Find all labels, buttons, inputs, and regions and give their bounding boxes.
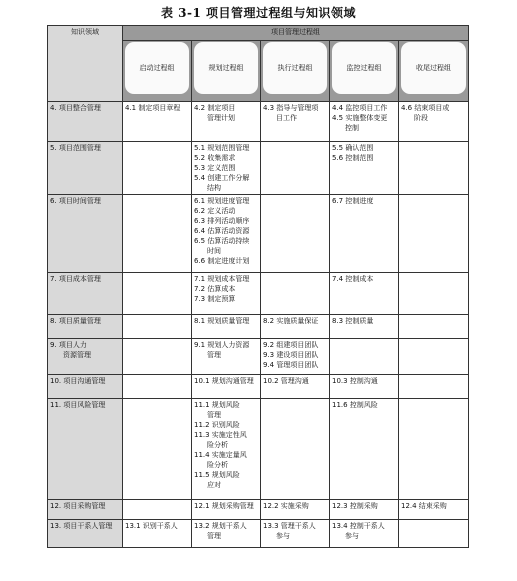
process-cell (192, 273, 261, 315)
process-line: 4.6 结束项目或 (401, 104, 450, 112)
process-line-continued: 目工作 (276, 114, 297, 122)
process-cell (123, 142, 192, 195)
process-cell (192, 142, 261, 195)
process-cell (192, 339, 261, 375)
process-groups-header: 项目管理过程组 (123, 26, 469, 41)
process-cell (399, 195, 469, 273)
process-line: 11.6 控制风险 (332, 401, 378, 409)
process-line: 9.4 管理项目团队 (263, 361, 319, 369)
process-line: 10.1 规划沟通管理 (194, 377, 254, 385)
knowledge-area-label: 10. 项目沟通管理 (50, 377, 106, 385)
table-row (48, 273, 469, 315)
process-line: 6.6 制定进度计划 (194, 257, 250, 265)
table-row (48, 142, 469, 195)
group-header-executing: 执行过程组 (263, 42, 327, 94)
knowledge-area-label: 5. 项目范围管理 (50, 144, 101, 152)
process-cell (192, 102, 261, 142)
table-row (48, 315, 469, 339)
process-cell (399, 273, 469, 315)
knowledge-area-cell (48, 375, 123, 399)
knowledge-area-label: 11. 项目风险管理 (50, 401, 106, 409)
process-cell (330, 500, 399, 520)
process-cell (330, 273, 399, 315)
process-line: 5.6 控制范围 (332, 154, 374, 162)
process-cell (261, 273, 330, 315)
process-cell (192, 195, 261, 273)
process-line: 5.2 收集需求 (194, 154, 236, 162)
table-row (48, 500, 469, 520)
knowledge-area-label: 4. 项目整合管理 (50, 104, 101, 112)
process-cell (123, 315, 192, 339)
group-header-initiating: 启动过程组 (125, 42, 189, 94)
process-group-knowledge-area-table (47, 25, 469, 548)
process-cell (399, 399, 469, 500)
knowledge-area-label: 资源管理 (63, 351, 91, 359)
process-cell (192, 315, 261, 339)
process-line: 7.4 控制成本 (332, 275, 374, 283)
process-line: 6.4 估算活动资源 (194, 227, 250, 235)
table-body (48, 102, 469, 548)
process-cell (261, 195, 330, 273)
process-cell (192, 520, 261, 548)
table-row (48, 375, 469, 399)
process-line: 13.3 管理干系人 (263, 522, 316, 530)
process-line: 13.2 规划干系人 (194, 522, 247, 530)
process-line: 4.1 制定项目章程 (125, 104, 181, 112)
process-line: 4.3 指导与管理项 (263, 104, 319, 112)
knowledge-area-label: 8. 项目质量管理 (50, 317, 101, 325)
knowledge-area-cell (48, 520, 123, 548)
process-line-continued: 管理 (207, 411, 221, 419)
process-line: 4.5 实施整体变更 (332, 114, 388, 122)
process-line: 7.1 规划成本管理 (194, 275, 250, 283)
knowledge-area-cell (48, 142, 123, 195)
knowledge-area-cell (48, 315, 123, 339)
process-line: 12.4 结束采购 (401, 502, 447, 510)
table-row (48, 339, 469, 375)
knowledge-area-cell (48, 102, 123, 142)
process-line: 10.3 控制沟通 (332, 377, 378, 385)
knowledge-area-label: 7. 项目成本管理 (50, 275, 101, 283)
process-line: 7.3 制定预算 (194, 295, 236, 303)
group-header-cell (330, 41, 399, 102)
process-cell (261, 315, 330, 339)
process-line: 8.1 规划质量管理 (194, 317, 250, 325)
group-header-closing: 收尾过程组 (401, 42, 466, 94)
process-cell (123, 273, 192, 315)
group-header-cell (261, 41, 330, 102)
process-line: 6.2 定义活动 (194, 207, 236, 215)
knowledge-area-cell (48, 273, 123, 315)
process-line: 5.5 确认范围 (332, 144, 374, 152)
process-cell (123, 375, 192, 399)
process-line: 5.1 规划范围管理 (194, 144, 250, 152)
table-row (48, 399, 469, 500)
process-line: 12.1 规划采购管理 (194, 502, 254, 510)
process-cell (399, 142, 469, 195)
group-header-planning: 规划过程组 (194, 42, 258, 94)
process-cell (123, 102, 192, 142)
process-line: 5.3 定义范围 (194, 164, 236, 172)
process-line: 10.2 管理沟通 (263, 377, 309, 385)
process-cell (399, 375, 469, 399)
process-cell (192, 500, 261, 520)
process-line-continued: 结构 (207, 184, 221, 192)
process-line: 9.2 组建项目团队 (263, 341, 319, 349)
process-line: 11.5 规划风险 (194, 471, 240, 479)
process-cell (399, 102, 469, 142)
process-line: 11.4 实施定量风 (194, 451, 247, 459)
group-header-cell (123, 41, 192, 102)
process-cell (192, 375, 261, 399)
group-header-cell (399, 41, 469, 102)
process-line: 13.1 识别干系人 (125, 522, 178, 530)
process-line: 4.2 制定项目 (194, 104, 236, 112)
table-row (48, 102, 469, 142)
knowledge-area-cell (48, 339, 123, 375)
process-line: 11.2 识别风险 (194, 421, 240, 429)
knowledge-area-label: 6. 项目时间管理 (50, 197, 101, 205)
table-row (48, 195, 469, 273)
knowledge-area-cell (48, 500, 123, 520)
process-line: 7.2 估算成本 (194, 285, 236, 293)
process-cell (399, 315, 469, 339)
process-line-continued: 参与 (345, 532, 359, 540)
process-line: 12.2 实施采购 (263, 502, 309, 510)
process-line-continued: 时间 (207, 247, 221, 255)
process-cell (399, 339, 469, 375)
process-cell (123, 399, 192, 500)
process-cell (330, 399, 399, 500)
process-cell (330, 315, 399, 339)
process-cell (399, 500, 469, 520)
process-line: 6.5 估算活动持续 (194, 237, 250, 245)
process-cell (330, 339, 399, 375)
process-line: 8.3 控制质量 (332, 317, 374, 325)
table-row (48, 520, 469, 548)
process-cell (261, 399, 330, 500)
process-cell (399, 520, 469, 548)
process-line: 6.3 排列活动顺序 (194, 217, 250, 225)
process-line: 13.4 控制干系人 (332, 522, 385, 530)
process-cell (261, 500, 330, 520)
process-line: 11.1 规划风险 (194, 401, 240, 409)
knowledge-area-label: 12. 项目采购管理 (50, 502, 106, 510)
process-line-continued: 险分析 (207, 461, 228, 469)
process-cell (330, 102, 399, 142)
process-cell (192, 399, 261, 500)
process-line-continued: 管理 (207, 351, 221, 359)
knowledge-area-cell (48, 195, 123, 273)
process-cell (261, 339, 330, 375)
knowledge-area-cell (48, 399, 123, 500)
process-line: 4.4 监控项目工作 (332, 104, 388, 112)
process-line: 9.3 建设项目团队 (263, 351, 319, 359)
process-line: 11.3 实施定性风 (194, 431, 247, 439)
group-header-monitoring: 监控过程组 (332, 42, 396, 94)
process-line: 12.3 控制采购 (332, 502, 378, 510)
process-line: 6.1 规划进度管理 (194, 197, 250, 205)
group-header-cell (192, 41, 261, 102)
process-cell (261, 102, 330, 142)
process-line: 5.4 创建工作分解 (194, 174, 250, 182)
process-line-continued: 管理计划 (207, 114, 235, 122)
process-line-continued: 控制 (345, 124, 359, 132)
process-cell (123, 500, 192, 520)
process-cell (123, 195, 192, 273)
process-cell (261, 142, 330, 195)
process-cell (330, 195, 399, 273)
process-cell (123, 520, 192, 548)
process-cell (330, 142, 399, 195)
process-line-continued: 参与 (276, 532, 290, 540)
process-line: 9.1 规划人力资源 (194, 341, 250, 349)
process-cell (261, 520, 330, 548)
process-line-continued: 管理 (207, 532, 221, 540)
process-cell (330, 375, 399, 399)
process-line-continued: 阶段 (414, 114, 428, 122)
knowledge-area-header: 知识领域 (48, 26, 123, 102)
process-line-continued: 险分析 (207, 441, 228, 449)
process-line: 6.7 控制进度 (332, 197, 374, 205)
process-cell (330, 520, 399, 548)
table-caption: 表 3-1 项目管理过程组与知识领域 (160, 6, 357, 20)
knowledge-area-label: 9. 项目人力 (50, 341, 87, 349)
process-line-continued: 应对 (207, 481, 221, 489)
process-line: 8.2 实施质量保证 (263, 317, 319, 325)
process-cell (261, 375, 330, 399)
process-cell (123, 339, 192, 375)
knowledge-area-label: 13. 项目干系人管理 (50, 522, 113, 530)
